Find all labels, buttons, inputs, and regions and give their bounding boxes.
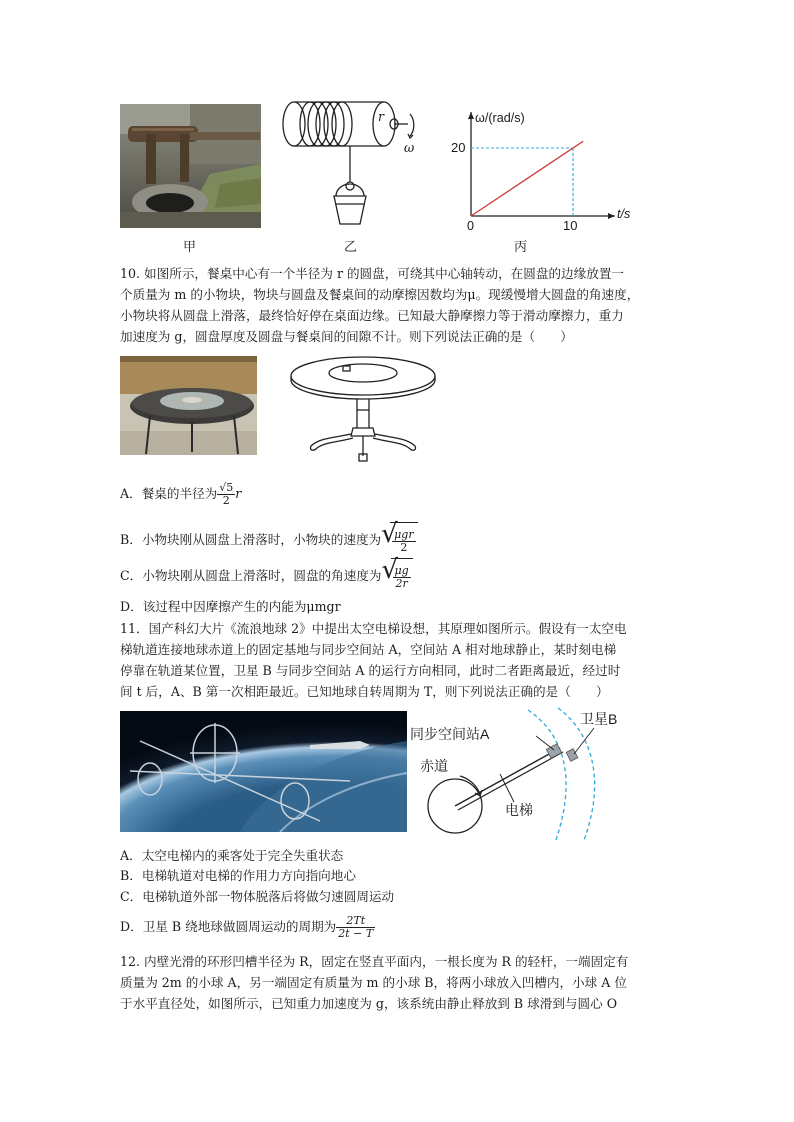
radical-sign-icon: √ <box>381 555 399 585</box>
graph-y-tick-label: 20 <box>451 140 466 155</box>
fraction-numerator: μgr <box>394 528 414 541</box>
q10-option-d: D．该过程中因摩擦产生的内能为μmgr <box>120 599 341 614</box>
q10-option-a <box>120 476 241 512</box>
fraction <box>336 915 375 940</box>
elevator-label: 电梯 <box>505 802 533 818</box>
q10-option-b-text: B．小物块刚从圆盘上滑落时，小物块的速度为 <box>120 532 382 547</box>
figure-label-yi: 乙 <box>344 240 358 255</box>
fraction-denominator: 2 <box>222 494 230 507</box>
q10-line: 10. 如图所示，餐桌中心有一个半径为 r 的圆盘，可绕其中心轴转动，在圆盘的边缘放置一 <box>120 266 625 281</box>
variable-r: r <box>235 486 242 501</box>
station-a-label: 同步空间站A <box>410 726 490 742</box>
fraction <box>217 482 235 507</box>
q10-option-b <box>120 519 418 558</box>
q10-line: 个质量为 m 的小物块，物块与圆盘及餐桌间的动摩擦因数均为μ。现缓慢增大圆盘的角速度， <box>120 287 640 302</box>
graph-x-axis-label: t/s <box>617 207 631 221</box>
space-elevator-diagram <box>408 706 678 840</box>
square-root <box>381 519 417 559</box>
q12-line: 12. 内壁光滑的环形凹槽半径为 R，固定在竖直平面内，一根长度为 R 的轻杆，一端固定有 <box>120 954 629 969</box>
omega-label: ω <box>404 140 415 155</box>
graph-y-axis-label: ω/(rad/s) <box>475 111 525 125</box>
fraction-denominator: 2t − T <box>338 927 374 940</box>
q11-option-d-text: D．卫星 B 绕地球做圆周运动的周期为 <box>120 919 337 934</box>
q11-option-b: B．电梯轨道对电梯的作用力方向指向地心 <box>120 868 356 883</box>
space-elevator-photo <box>120 711 407 832</box>
satellite-b-label: 卫星B <box>580 711 618 727</box>
dining-table-photo <box>120 356 257 455</box>
q10-option-c-text: C．小物块刚从圆盘上滑落时，圆盘的角速度为 <box>120 568 382 583</box>
figure-label-bing: 丙 <box>514 240 528 255</box>
figure-label-jia: 甲 <box>183 240 197 255</box>
q11-stem <box>120 618 680 702</box>
radical-sign-icon: √ <box>381 519 398 549</box>
q10-line: 小物块将从圆盘上滑落，最终恰好停在桌面边缘。已知最大静摩擦力等于滑动摩擦力，重力 <box>120 308 624 323</box>
pedestal-table-diagram <box>283 352 443 464</box>
radius-r-label: r <box>378 109 385 124</box>
graph-x-tick-label: 10 <box>563 218 578 233</box>
q11-line: 梯轨道连接地球赤道上的固定基地与同步空间站 A，空间站 A 相对地球静止，某时刻电梯 <box>120 642 617 657</box>
fraction-numerator: √5 <box>219 481 234 494</box>
graph-origin-label: 0 <box>467 219 475 233</box>
fraction-numerator: μg <box>394 564 409 577</box>
well-windlass-photo <box>120 104 261 228</box>
x-axis-arrow-icon <box>608 213 615 219</box>
q11-line: 停靠在轨道某位置，卫星 B 与同步空间站 A 的运行方向相同，此时二者距离最近，经过时 <box>120 663 621 678</box>
y-axis-arrow-icon <box>468 112 474 119</box>
windlass-drum-diagram <box>272 100 442 235</box>
equator-label: 赤道 <box>420 758 448 774</box>
q11-option-a: A．太空电梯内的乘客处于完全失重状态 <box>120 848 344 863</box>
q10-stem <box>120 263 680 347</box>
q12-line: 质量为 2m 的小球 A，另一端固定有质量为 m 的小球 B，将两小球放入凹槽内，小球 A 位 <box>120 975 627 990</box>
omega-time-graph <box>445 100 631 240</box>
data-line <box>471 141 583 216</box>
fraction-denominator: 2r <box>395 577 408 590</box>
q10-option-c <box>120 555 413 594</box>
q10-option-a-text: A．餐桌的半径为 <box>120 486 218 501</box>
q11-option-c: C．电梯轨道外部一物体脱落后将做匀速圆周运动 <box>120 889 395 904</box>
square-root <box>381 555 413 595</box>
q12-stem <box>120 951 680 1014</box>
q11-line: 11．国产科幻大片《流浪地球 2》中提出太空电梯设想，其原理如图所示。假设有一太空电 <box>120 621 627 636</box>
fraction-numerator: 2Tt <box>336 915 375 928</box>
q10-line: 加速度为 g，圆盘厚度及圆盘与餐桌间的间隙不计。则下列说法正确的是（ ） <box>120 329 573 344</box>
q11-option-d <box>120 909 375 945</box>
fraction-denominator: 2 <box>400 541 408 554</box>
q12-line: 于水平直径处，如图所示，已知重力加速度为 g，该系统由静止释放到 B 球滑到与圆心 O <box>120 996 618 1011</box>
q11-line: 间 t 后，A、B 第一次相距最近。已知地球自转周期为 T，则下列说法正确的是（ ） <box>120 684 609 699</box>
